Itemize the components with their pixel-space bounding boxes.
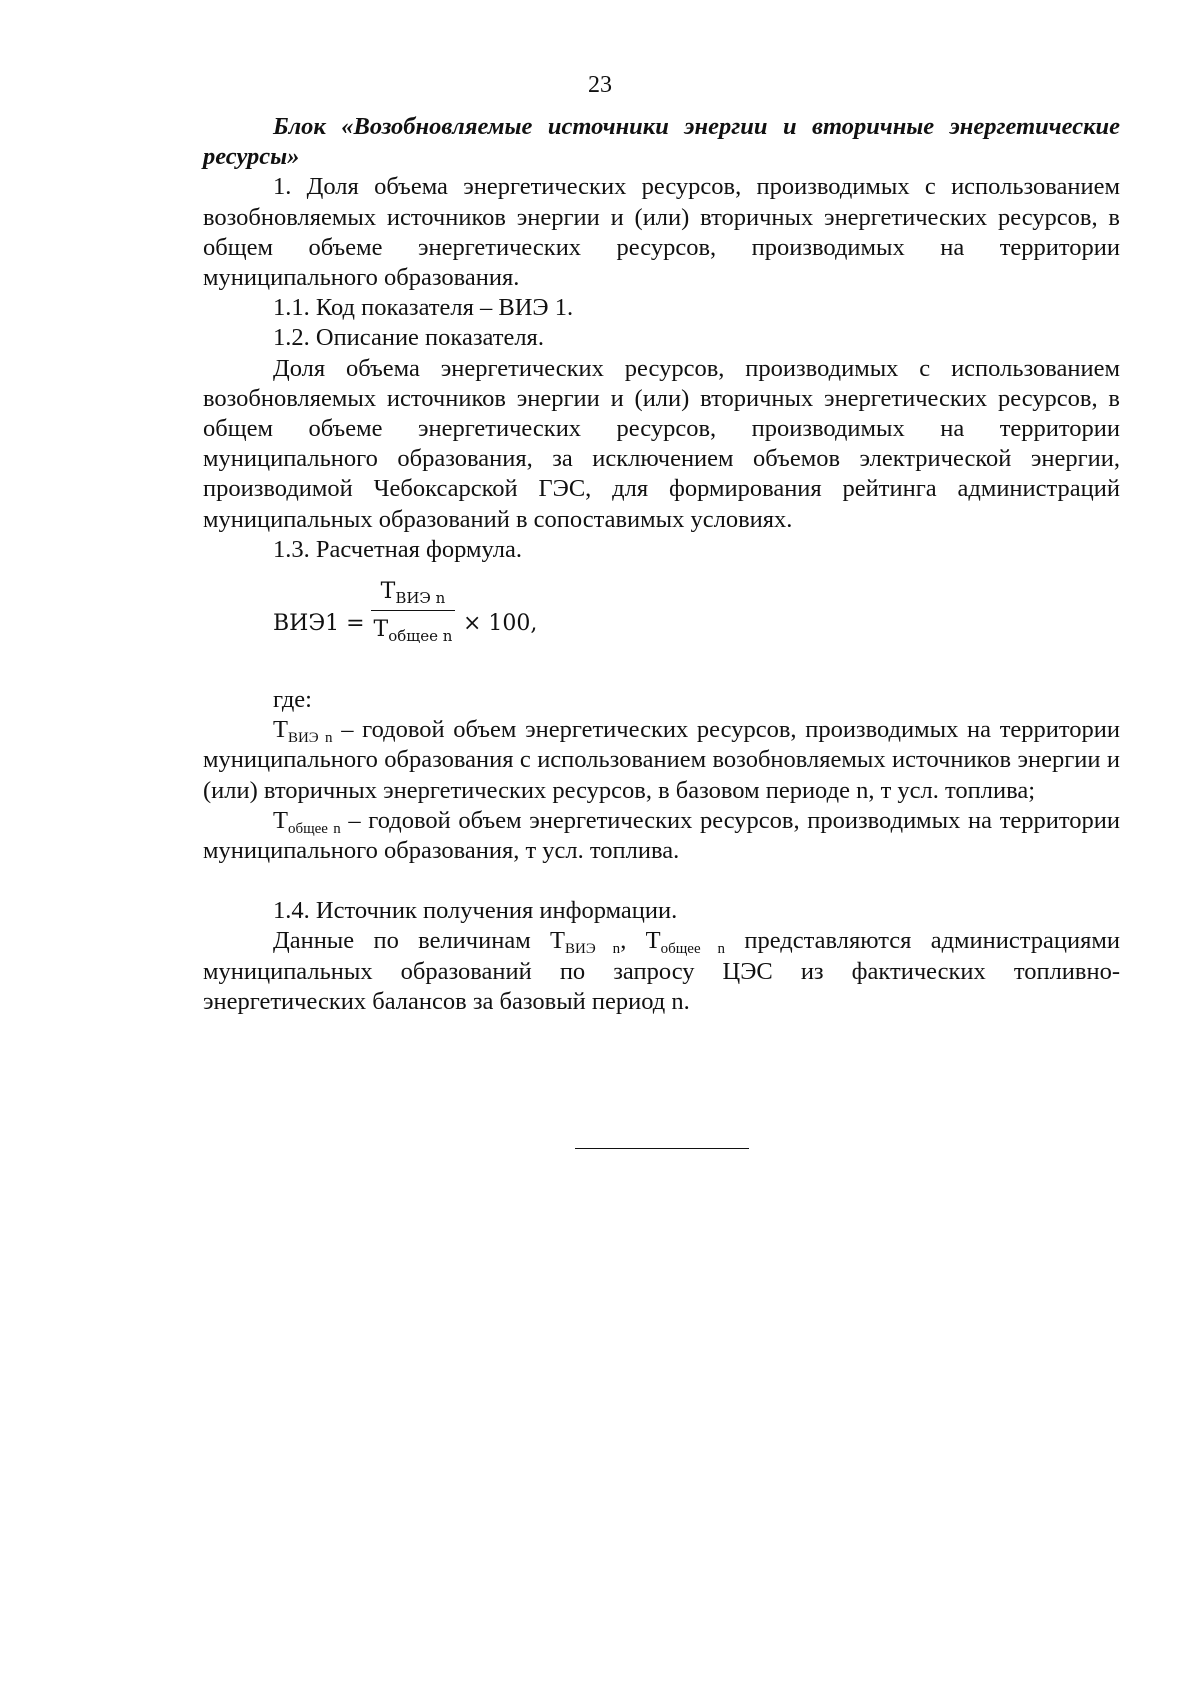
calculation-formula [273, 567, 1120, 685]
fraction-bar [371, 610, 455, 611]
indicator-description-label: 1.2. Описание показателя. [273, 324, 544, 352]
formula-denominator: $Т_{общее n}$ [373, 617, 453, 646]
info-source-label: 1.4. Источник получения информации. [273, 897, 678, 925]
formula-rhs: × 100, [463, 611, 538, 637]
info-source-text: Данные по величинам $Т_{ВИЭ n}$, $Т_{общее n}$ представляются администрациями муниципальных образований по запросу ЦЭС из фактических топливно-энергетических балансов за базовый период n. [203, 927, 1120, 1015]
block-heading: Блок «Возобновляемые источники энергии и вторичные энергетические ресурсы» [203, 113, 1120, 171]
definition-t-total: $Т_{общее n}$ – годовой объем энергетических ресурсов, производимых на территории муниципального образования, т усл. топлива. [203, 806, 1120, 865]
formula-lhs: ВИЭ1 = [273, 611, 365, 637]
where-label: где: [273, 686, 312, 714]
indicator-code: 1.1. Код показателя – ВИЭ 1. [273, 294, 574, 322]
indicator-title: 1. Доля объема энергетических ресурсов, производимых с использованием возобновляемых источников энергии и (или) вторичных энергетических ресурсов, в общем объеме энергетических ресурсов, производимых на территории муниципального образования. [203, 173, 1120, 292]
formula-fraction [371, 577, 455, 645]
document-body [203, 112, 1120, 1017]
formula-label: 1.3. Расчетная формула. [273, 535, 522, 563]
indicator-description: Доля объема энергетических ресурсов, производимых с использованием возобновляемых источников энергии и (или) вторичных энергетических ресурсов, в общем объеме энергетических ресурсов, производимых на территории муниципального образования, за исключением объемов электрической энергии, производимой Чебоксарской ГЭС, для формирования рейтинга администраций муниципальных образований в сопоставимых условиях. [203, 354, 1120, 533]
end-of-section-rule [575, 1148, 749, 1149]
definition-t-vie: $Т_{ВИЭ n}$ – годовой объем энергетических ресурсов, производимых на территории муниципального образования с использованием возобновляемых источников энергии и (или) вторичных энергетических ресурсов, в базовом периоде n, т усл. топлива; [203, 716, 1120, 804]
paragraph-spacer [203, 866, 1120, 896]
page-number: 23 [588, 72, 612, 98]
formula-numerator: $Т_{ВИЭ n}$ [380, 579, 446, 608]
